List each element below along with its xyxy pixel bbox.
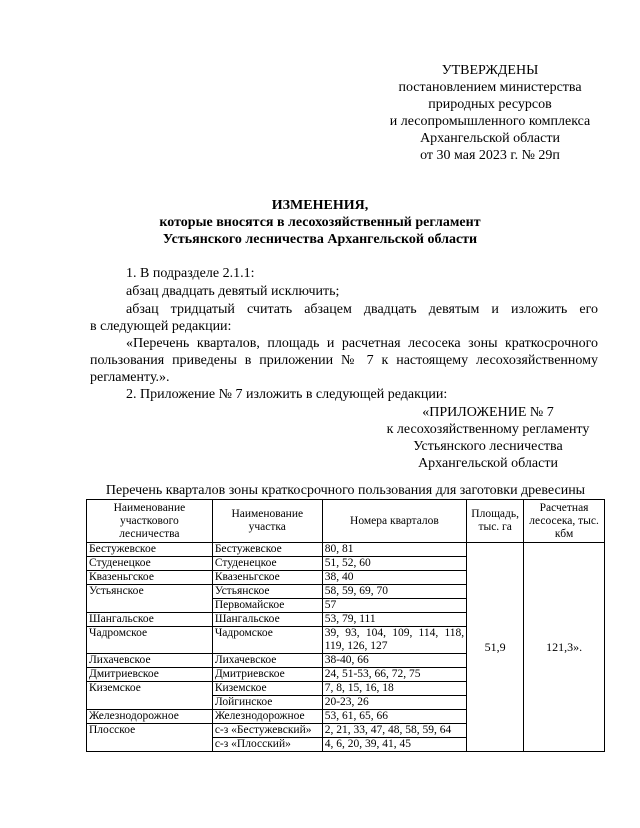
paragraph-4-line-1: «Перечень кварталов, площадь и расчетная лесосека зоны краткосрочного [126,336,598,351]
appendix-line-3: Устьянского лесничества [413,439,563,454]
header-plot: Наименование участка [212,500,322,543]
cell-district: Шангальское [87,613,213,627]
paragraph-4-line-2: пользования приведены в приложении № 7 к настоящему лесохозяйственному [90,353,598,368]
paragraph-1: 1. В подразделе 2.1.1: [126,266,255,281]
cell-plot: с-з «Бестужевский» [212,724,322,738]
cell-quarters: 53, 79, 111 [322,613,466,627]
cell-quarters: 58, 59, 69, 70 [322,585,466,599]
appendix-heading: «ПРИЛОЖЕНИЕ № 7 [422,405,554,420]
cell-quarters: 38-40, 66 [322,654,466,668]
cell-district: Устьянское [87,585,213,613]
cell-district: Киземское [87,682,213,710]
header-area: Площадь, тыс. га [467,500,524,543]
cell-plot: Квазеньгское [212,571,322,585]
table-row [87,543,605,557]
cell-plot: Киземское [212,682,322,696]
approval-line-3: природных ресурсов [428,97,552,112]
paragraph-3-line-1: абзац тридцатый считать абзацем двадцать девятым и изложить его [126,302,598,317]
header-quarters: Номера кварталов [322,500,466,543]
cell-district: Чадромское [87,627,213,654]
approval-date: от 30 мая 2023 г. № 29п [420,148,560,163]
cell-quarters: 20-23, 26 [322,696,466,710]
cell-plot: Лихачевское [212,654,322,668]
cell-quarters: 7, 8, 15, 16, 18 [322,682,466,696]
cell-quarters: 51, 52, 60 [322,557,466,571]
cell-plot: с-з «Плосский» [212,738,322,752]
cell-plot: Дмитриевское [212,668,322,682]
cell-quarters: 38, 40 [322,571,466,585]
cell-district: Квазеньгское [87,571,213,585]
cell-quarters: 57 [322,599,466,613]
cell-quarters: 53, 61, 65, 66 [322,710,466,724]
cell-quarters: 24, 51-53, 66, 72, 75 [322,668,466,682]
header-cut: Расчетная лесосека, тыс. кбм [524,500,605,543]
cell-district: Бестужевское [87,543,213,557]
approval-line-4: и лесопромышленного комплекса [389,114,591,129]
cell-quarters: 39, 93, 104, 109, 114, 118, 119, 126, 127 [322,627,466,654]
paragraph-2: абзац двадцать девятый исключить; [126,284,340,299]
document-subtitle-1: которые вносятся в лесохозяйственный регламент [159,215,481,230]
cell-plot: Бестужевское [212,543,322,557]
cell-plot: Чадромское [212,627,322,654]
cell-district: Студенецкое [87,557,213,571]
cell-plot: Железнодорожное [212,710,322,724]
header-district: Наименование участкового лесничества [87,500,213,543]
appendix-line-2: к лесохозяйственному регламенту [386,422,590,437]
approval-line-2: постановлением министерства [398,80,582,95]
document-subtitle-2: Устьянского лесничества Архангельской области [162,232,478,247]
cell-plot: Студенецкое [212,557,322,571]
paragraph-4-line-3: регламенту.». [90,370,170,385]
cell-quarters: 80, 81 [322,543,466,557]
paragraph-3-line-2: в следующей редакции: [90,319,232,334]
cell-plot: Шангальское [212,613,322,627]
approval-line-5: Архангельской области [420,131,560,146]
approval-heading: УТВЕРЖДЕНЫ [441,63,539,78]
cell-district: Лихачевское [87,654,213,668]
quarters-table [86,499,605,752]
cell-district: Плосское [87,724,213,752]
cell-plot: Первомайское [212,599,322,613]
cell-plot: Устьянское [212,585,322,599]
cell-district: Дмитриевское [87,668,213,682]
cell-cut-total: 121,3». [524,543,605,752]
paragraph-5: 2. Приложение № 7 изложить в следующей редакции: [126,387,448,402]
cell-quarters: 4, 6, 20, 39, 41, 45 [322,738,466,752]
cell-area-total: 51,9 [467,543,524,752]
document-title: ИЗМЕНЕНИЯ, [271,198,369,213]
appendix-line-4: Архангельской области [418,456,558,471]
cell-district: Железнодорожное [87,710,213,724]
table-caption: Перечень кварталов зоны краткосрочного пользования для заготовки древесины [105,483,586,498]
cell-plot: Лойгинское [212,696,322,710]
cell-quarters: 2, 21, 33, 47, 48, 58, 59, 64 [322,724,466,738]
